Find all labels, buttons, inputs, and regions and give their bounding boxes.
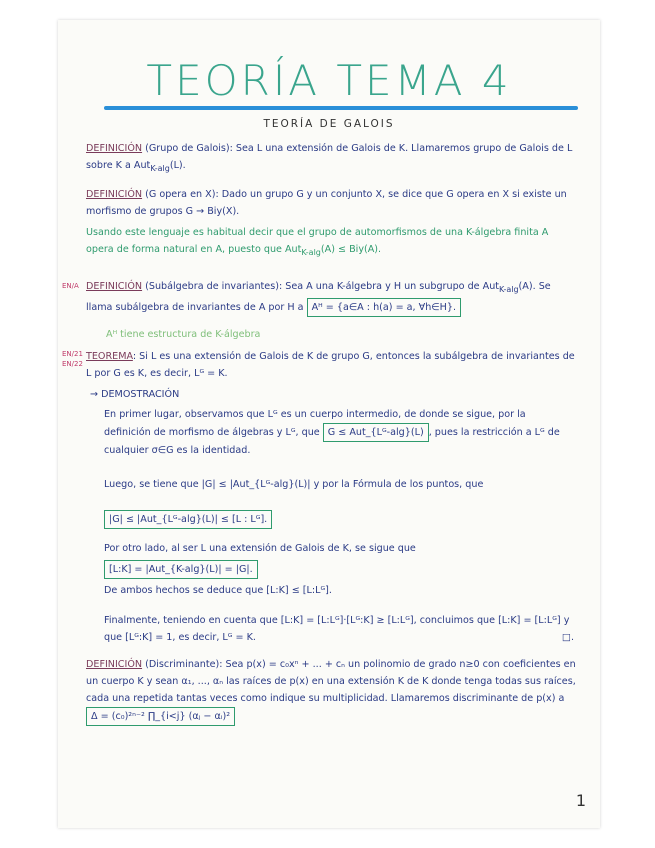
definition-text: : Sea A una K-álgebra y H un subgrupo de Aut	[278, 281, 500, 292]
definition-invariants: DEFINICIÓN (Subálgebra de invariantes): Sea A una K-álgebra y H un subgrupo de Aut$_{K-alg}$(A). Se llama subálgebra de invariantes de A por H a Aᴴ = {a∈A : h(a) = a, ∀h∈H}.	[86, 278, 578, 317]
definition-name: (G opera en X)	[145, 189, 216, 200]
proof-paragraph-1: En primer lugar, observamos que Lᴳ es un cuerpo intermedio, de donde se sigue, por la definición de morfismo de álgebras y Lᴳ, que G ≤ Aut_{Lᴳ-alg}(L) , pues la restricción a Lᴳ de cualquier σ∈G es la identidad.	[104, 409, 560, 456]
definition-group-action	[86, 186, 578, 220]
definition-discriminant	[86, 656, 578, 726]
proof-paragraph-2-box	[104, 510, 596, 529]
definition-text: : Dado un grupo G y un conjunto X, se dice que G opera en X si existe un morfismo de grupos G → Biy(X).	[86, 189, 567, 217]
proof-box-3: [L:K] = |Aut_{K-alg}(L)| = |G|.	[104, 560, 258, 579]
proof-paragraph-4: De ambos hechos se deduce que [L:K] ≤ [L:Lᴳ].	[104, 585, 332, 596]
definition-text: : Sea L una extensión de Galois de K. Llamaremos grupo de Galois de L sobre K a Aut	[86, 143, 573, 171]
page-title: TEORÍA TEMA 4	[146, 56, 512, 105]
theorem-label: TEOREMA	[86, 351, 133, 362]
invariants-formula-box: Aᴴ = {a∈A : h(a) = a, ∀h∈H}.	[307, 298, 461, 317]
definition-galois-group	[86, 140, 578, 177]
proof-heading: → DEMOSTRACIÓN	[90, 389, 180, 400]
proof-box-2: |G| ≤ |Aut_{Lᴳ-alg}(L)| ≤ [L : Lᴳ].	[104, 510, 272, 529]
notebook-page	[58, 20, 600, 828]
definition-label: DEFINICIÓN	[86, 189, 143, 200]
proof-paragraph-3-box	[104, 560, 596, 579]
definition-tail: (L).	[169, 160, 186, 171]
definition-label: DEFINICIÓN	[86, 659, 143, 670]
definition-comment: Aᴴ tiene estructura de K-álgebra	[106, 329, 261, 340]
definition-text: : Sea p(x) = c₀xⁿ + ... + cₙ un polinomio de grado n≥0 con coeficientes en un cuerpo K y sean α₁, ..., αₙ las raíces de p(x) en una extensión K de K donde tenga todas sus raíces, cada una repetida tantas veces como indique su multiplicidad. Llamaremos discriminante de p(x) a	[86, 659, 576, 704]
theorem-text: : Si L es una extensión de Galois de K de grupo G, entonces la subálgebra de invariantes de L por G es K, es decir, Lᴳ = K.	[86, 351, 575, 379]
page-subtitle: TEORÍA DE GALOIS	[263, 118, 395, 130]
definition-name: (Discriminante)	[145, 659, 220, 670]
definition-name: (Grupo de Galois)	[145, 143, 230, 154]
proof-paragraph-2: Luego, se tiene que |G| ≤ |Aut_{Lᴳ-alg}(L)| y por la Fórmula de los puntos, que	[104, 479, 484, 490]
definition-note: Usando este lenguaje es habitual decir que el grupo de automorfismos de una K-álgebra finita A opera de forma natural en A, puesto que Aut$_{K-alg}$(A) ≤ Biy(A).	[86, 227, 549, 257]
discriminant-formula-box: Δ = (c₀)²ⁿ⁻² ∏_{i<j} (αⱼ − αᵢ)²	[86, 707, 235, 726]
proof-paragraph-5: Finalmente, teniendo en cuenta que [L:K] = [L:Lᴳ]·[Lᴳ:K] ≥ [L:Lᴳ], concluimos que [L:K] = [L:Lᴳ] y que [Lᴳ:K] = 1, es decir, Lᴳ = K. □.	[104, 612, 574, 646]
qed-mark: □.	[561, 632, 574, 643]
definition-subscript: K-alg	[150, 163, 170, 173]
theorem	[86, 348, 578, 382]
proof-paragraph-3: Por otro lado, al ser L una extensión de Galois de K, se sigue que	[104, 543, 416, 554]
definition-label: DEFINICIÓN	[86, 143, 143, 154]
definition-name: (Subálgebra de invariantes)	[145, 281, 279, 292]
margin-note: EN/A	[62, 282, 79, 290]
page-number: 1	[575, 791, 586, 810]
margin-note: EN/22	[62, 360, 83, 368]
margin-note: EN/21	[62, 350, 83, 358]
title-underline	[104, 106, 578, 110]
proof-box-1: G ≤ Aut_{Lᴳ-alg}(L)	[323, 423, 429, 442]
definition-label: DEFINICIÓN	[86, 281, 143, 292]
